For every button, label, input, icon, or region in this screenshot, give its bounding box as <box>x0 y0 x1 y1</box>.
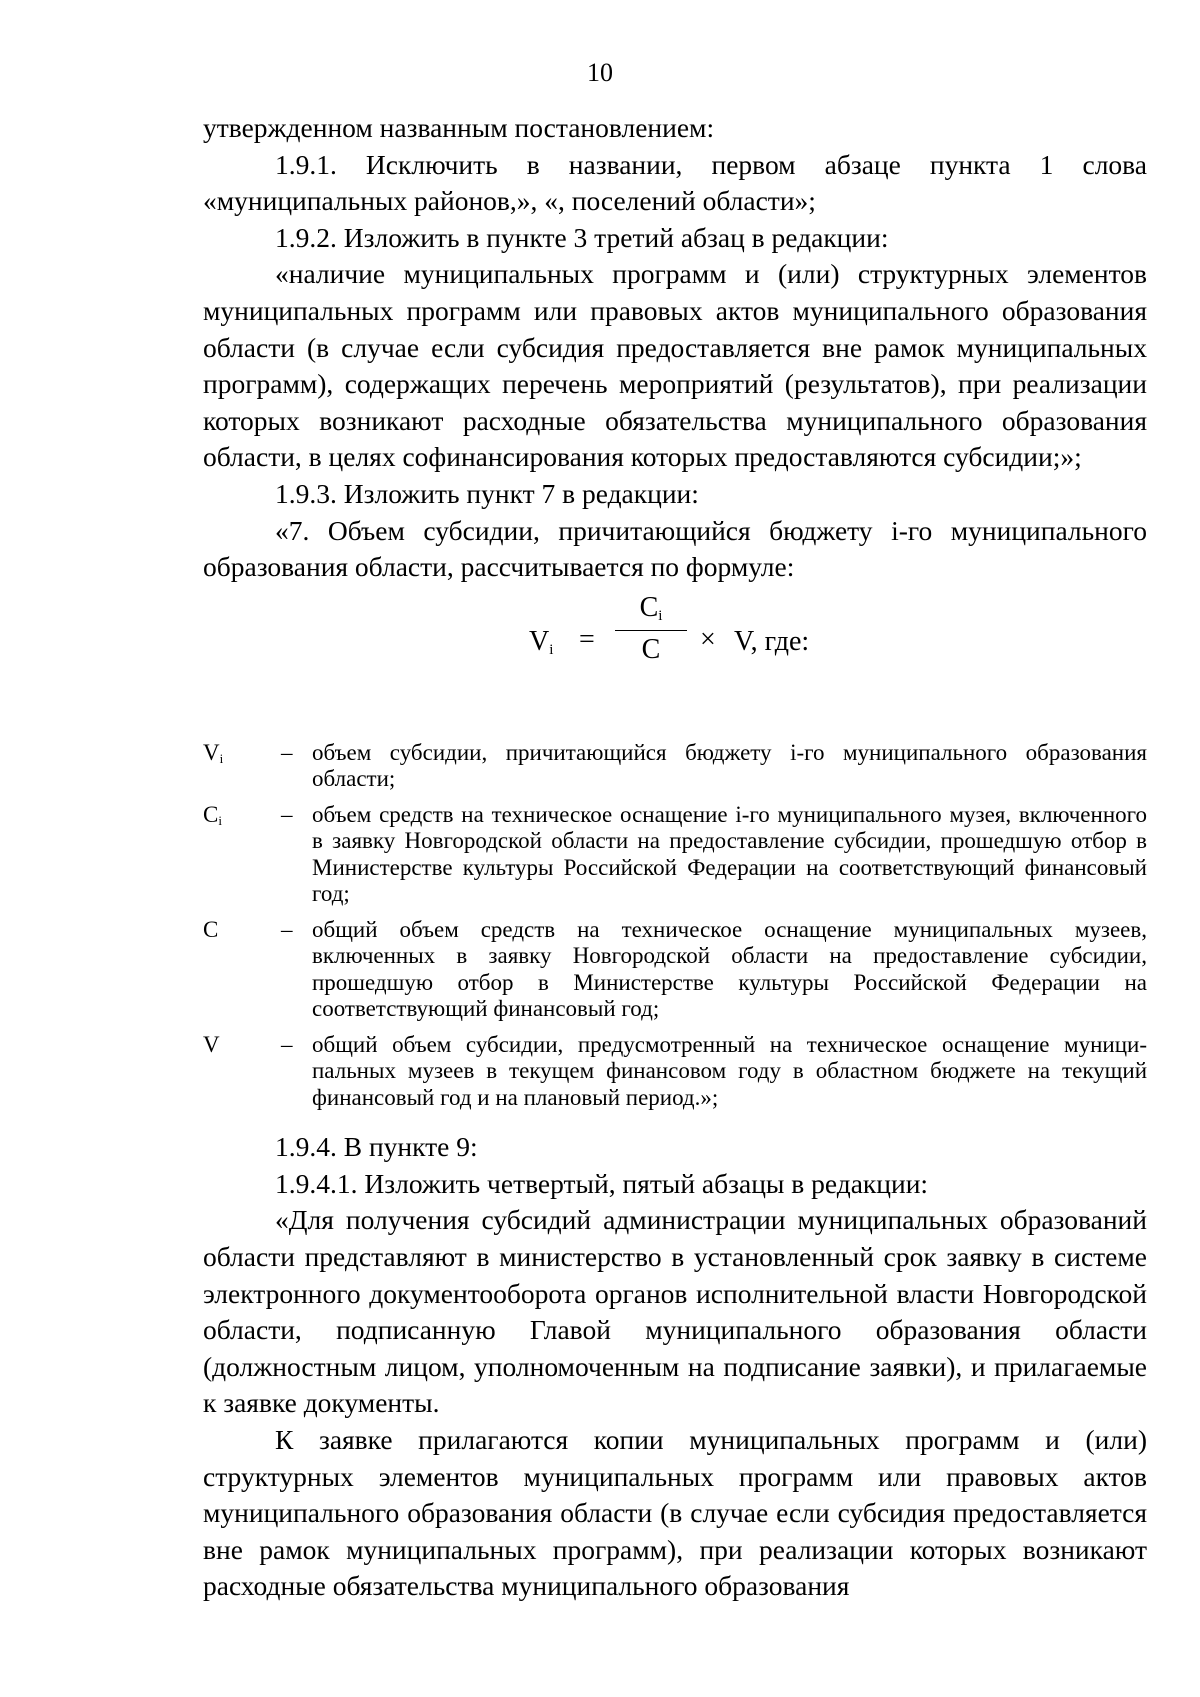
definition-symbol-letter: V <box>203 739 220 765</box>
page-number: 10 <box>587 58 613 87</box>
paragraph-attachments: К заявке прилагаются копии муниципальных программ и (или) структурных элементов муниципальных программ или правовых актов муниципального образования области (в случае если субсидия предоставляется вне рамок муниципальных программ), при реализации которых возникают расходные обязательства муниципального образования <box>203 1423 1147 1602</box>
definition-symbol <box>203 802 281 908</box>
definition-symbol <box>203 917 281 1023</box>
formula-equals: = <box>579 623 595 655</box>
paragraph-quote-presence: «наличие муниципальных программ и (или) структурных элементов муниципальных программ или правовых актов муниципального образования области (в случае если субсидия предоставляется вне рамок муниципальных программ), содержащих перечень мероприятий (результатов), при реализации которых возникают расходные обязательства муниципального образования области, в целях софинансирования которых предоставляются субсидии;»; <box>203 258 1147 473</box>
definition-symbol-letter: V <box>203 1031 220 1057</box>
formula <box>203 590 1147 702</box>
definition-item <box>203 1032 1147 1112</box>
formula-numerator-subscript: i <box>658 607 663 624</box>
paragraph-point-7: «7. Объем субсидии, причитающийся бюджету i-го муниципального образования области, рассчитывается по формуле: <box>203 514 1147 583</box>
definition-text: объем субсидии, причитающийся бюджету i-го муниципального образования области; <box>312 739 1147 792</box>
definition-item <box>203 917 1147 1023</box>
definition-dash: – <box>281 1031 293 1057</box>
definition-item <box>203 740 1147 793</box>
formula-lhs <box>529 624 553 669</box>
paragraph-1-9-3: 1.9.3. Изложить пункт 7 в редакции: <box>275 477 699 509</box>
definition-symbol-subscript: i <box>218 812 222 828</box>
formula-numerator-symbol: C <box>639 591 659 623</box>
paragraph-quote-application: «Для получения субсидий администрации муниципальных образований области представляют в министерство в установленный срок заявку в системе электронного документооборота органов исполнительной власти Новгородской области, подписанную Главой муниципального образования области (должностным лицом, уполномоченным на подписание заявки), и прилагаемые к заявке документы. <box>203 1204 1147 1419</box>
paragraph-continuation: утвержденном названным постановлением: <box>203 112 715 143</box>
formula-numerator <box>623 590 679 635</box>
definition-dash: – <box>281 801 293 827</box>
document-body <box>203 110 1147 1605</box>
paragraph-1-9-2: 1.9.2. Изложить в пункте 3 третий абзац в редакции: <box>275 221 889 253</box>
formula-lhs-subscript: i <box>549 641 554 658</box>
paragraph-1-9-4: 1.9.4. В пункте 9: <box>275 1131 478 1163</box>
formula-denominator: C <box>641 633 661 665</box>
definition-symbol-subscript: i <box>219 750 224 766</box>
definition-text: объем средств на техническое оснащение i-го муниципального музея, включенного в заявку Новгородской области на предоставление субсидии, прошедшую отбор в Министерстве культуры Российской Федерации на соответствующий финансовый год; <box>312 801 1147 907</box>
formula-fraction-bar <box>615 630 687 631</box>
definitions-list <box>203 740 1147 1112</box>
definition-text: общий объем субсидии, предусмотренный на техническое оснащение муниципальных музеев в текущем финансовом году в областном бюджете на текущий финансовый год и на плановый период.»; <box>312 1031 1147 1110</box>
paragraph-1-9-4-1: 1.9.4.1. Изложить четвертый, пятый абзацы в редакции: <box>275 1167 929 1199</box>
formula-lhs-symbol: V <box>529 625 550 657</box>
paragraph-1-9-1: 1.9.1. Исключить в названии, первом абзаце пункта 1 слова «муниципальных районов,», «, поселений области»; <box>203 148 1147 217</box>
definition-symbol-letter: C <box>203 916 219 942</box>
formula-times: × <box>700 623 716 655</box>
definition-symbol <box>203 740 281 793</box>
definition-dash: – <box>281 916 293 942</box>
formula-rest: V, где: <box>734 625 810 657</box>
definition-item <box>203 802 1147 908</box>
definition-symbol-letter: C <box>203 801 219 827</box>
definition-text: общий объем средств на техническое оснащение муниципальных музеев, включенных в заявку Новгородской области на предоставление субсидии, прошедшую отбор в Министерстве культуры Российской Федерации на соответствующий финансовый год; <box>312 916 1147 1022</box>
definition-symbol <box>203 1032 281 1112</box>
definition-dash: – <box>281 739 293 765</box>
